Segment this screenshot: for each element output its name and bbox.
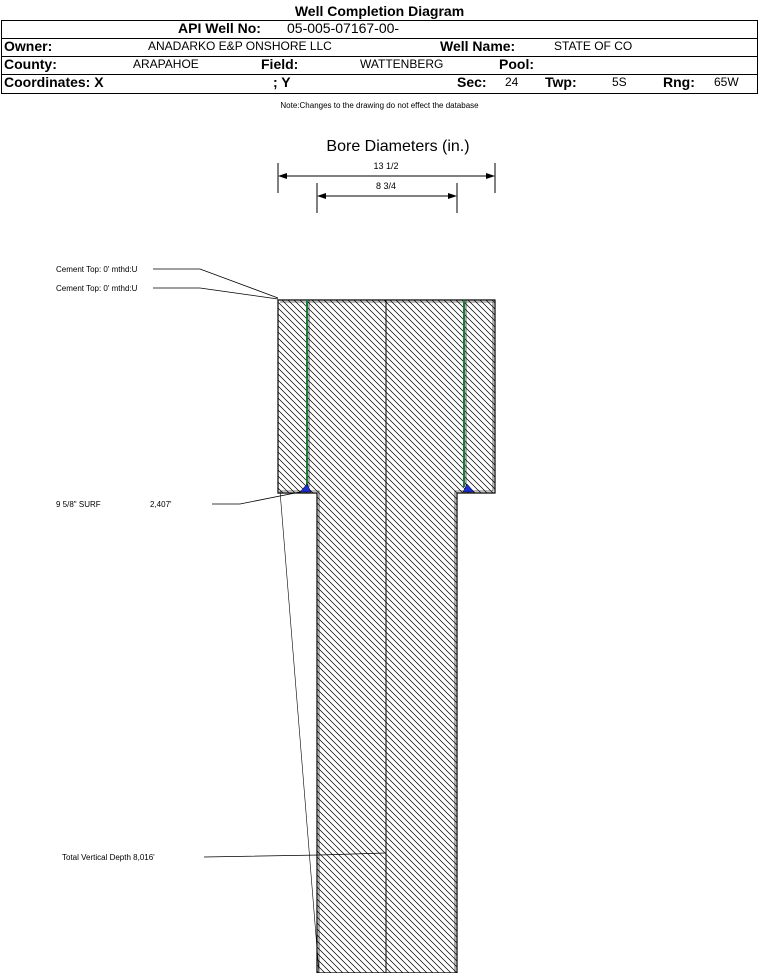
coord-x-label: Coordinates: X [4, 74, 104, 90]
bore-diameter-label-1: 13 1/2 [373, 161, 399, 171]
twp-value: 5S [612, 75, 627, 89]
pool-label: Pool: [499, 56, 534, 72]
field-label: Field: [261, 56, 299, 72]
well-name-label: Well Name: [440, 38, 516, 54]
bore-diameters-title: Bore Diameters (in.) [326, 138, 470, 155]
coord-y-label: ; Y [273, 74, 291, 90]
api-value: 05-005-07167-00- [287, 20, 400, 36]
sec-label: Sec: [457, 74, 487, 90]
owner-label: Owner: [4, 38, 53, 54]
bore-diameter-label-2: 8 3/4 [375, 181, 397, 191]
api-label: API Well No: [178, 20, 261, 36]
total-vertical-depth-label: Total Vertical Depth 8,016' [62, 853, 155, 862]
sec-value: 24 [505, 75, 519, 89]
field-value: WATTENBERG [360, 57, 444, 71]
county-value: ARAPAHOE [133, 57, 199, 71]
owner-value: ANADARKO E&P ONSHORE LLC [148, 39, 332, 53]
cement-top-label-2: Cement Top: 0' mthd:U [56, 284, 138, 293]
well-name-value: STATE OF CO [554, 39, 633, 53]
cement-top-label-1: Cement Top: 0' mthd:U [56, 265, 138, 274]
county-label: County: [4, 56, 57, 72]
rng-label: Rng: [663, 74, 695, 90]
twp-label: Twp: [545, 74, 577, 90]
rng-value: 65W [714, 75, 739, 89]
casing-depth: 2,407' [150, 500, 172, 509]
casing-label: 9 5/8" SURF [56, 500, 101, 509]
database-note: Note:Changes to the drawing do not effect the database [280, 101, 479, 110]
diagram-title: Well Completion Diagram [294, 3, 465, 19]
